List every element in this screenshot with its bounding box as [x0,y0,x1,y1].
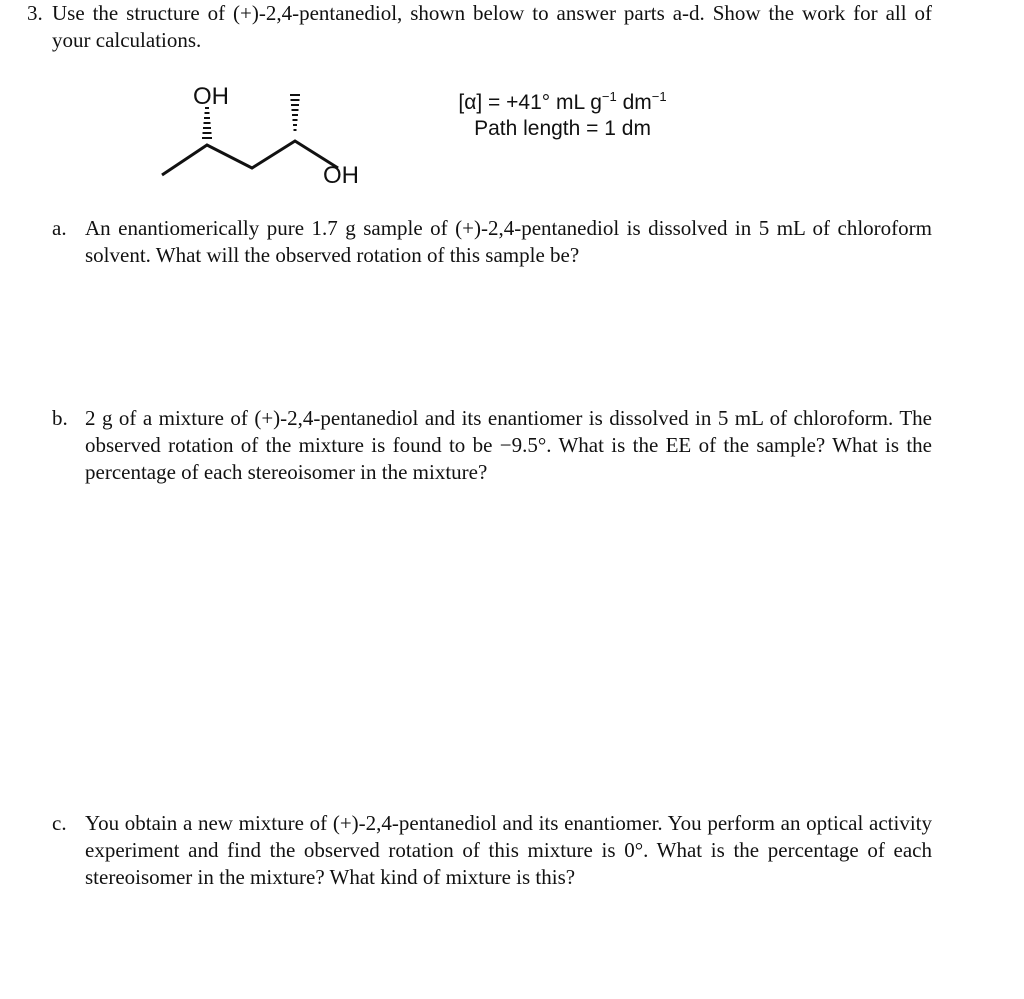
carbon-skeleton [162,141,338,175]
path-length: Path length = 1 dm [474,117,651,140]
part-label: b. [52,406,68,430]
hashed-wedge-bond-right [290,95,300,130]
question-number: 3. [27,1,43,25]
part-text: An enantiomerically pure 1.7 g sample of (+)-2,4-pentanediol is dissolved in 5 mL of chloroform solvent. What will the observed rotation of this sample be? [85,216,932,267]
part-label: c. [52,811,67,835]
part-text: 2 g of a mixture of (+)-2,4-pentanediol and its enantiomer is dissolved in 5 mL of chloroform. The observed rotation of the mixture is found to be −9.5°. What is the EE of the sample? What is the percentage of each stereoisomer in the mixture? [85,406,932,484]
question-text: Use the structure of (+)-2,4-pentanediol, shown below to answer parts a-d. Show the work for all of your calculations. [52,1,932,52]
hydroxyl-label-top: OH [193,83,229,110]
rotation-parameters [420,90,705,142]
hashed-wedge-bond-top [202,108,212,138]
part-text: You obtain a new mixture of (+)-2,4-pentanediol and its enantiomer. You perform an optical activity experiment and find the observed rotation of this mixture is 0°. What is the percentage of each stereoisomer in the mixture? What kind of mixture is this? [85,811,932,889]
specific-rotation: [α] = +41° mL $g^{-1}$ $dm^{-1}$ [458,89,667,114]
part-label: a. [52,216,67,240]
hydroxyl-label-bottom: OH [323,162,359,189]
pentanediol-structure [155,78,385,193]
